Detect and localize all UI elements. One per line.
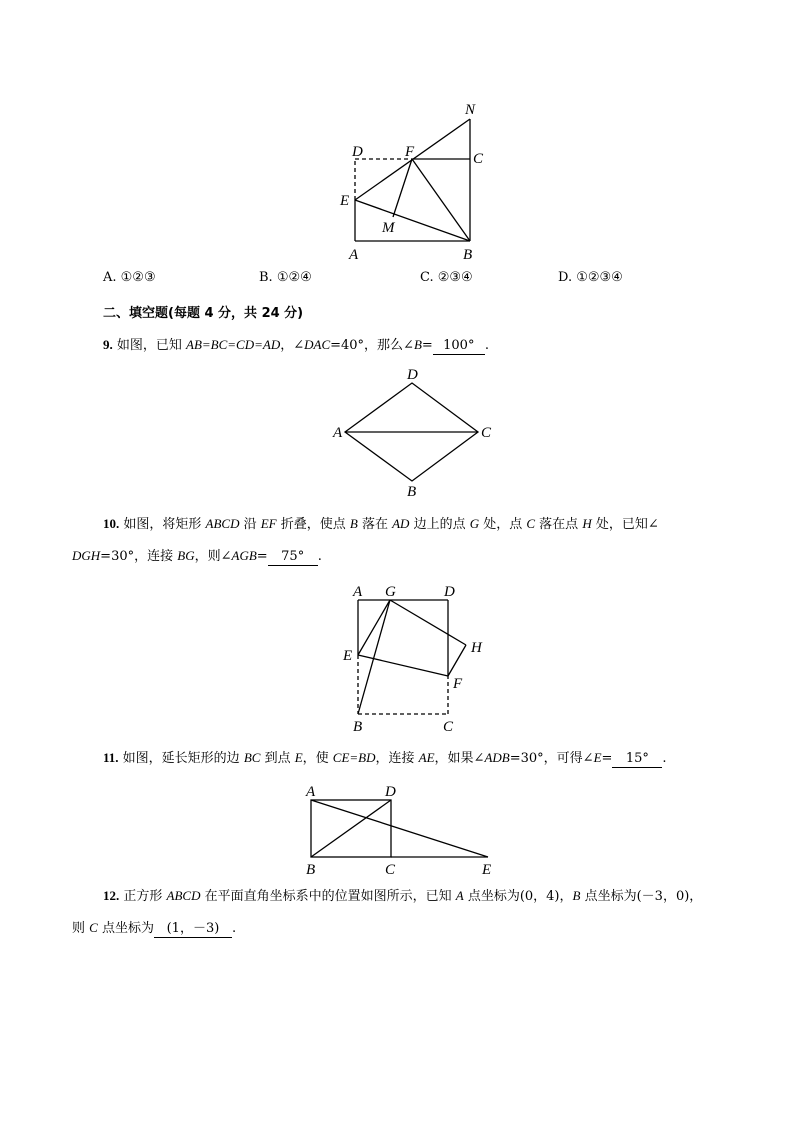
q11-text: ，连接 (375, 751, 419, 766)
label-b: B (306, 862, 316, 878)
q11-text: =30°，可得∠ (509, 751, 594, 766)
question-number: 9. (103, 337, 113, 352)
q9-text: 如图，已知 (112, 338, 187, 353)
segment-fm (393, 159, 412, 217)
label-d: D (352, 144, 363, 160)
label-d: D (444, 584, 455, 600)
q11-math: BC (243, 750, 261, 765)
q9-text: ，∠ (280, 338, 305, 353)
q10-math: EF (260, 516, 277, 531)
q10-math: DGH (72, 548, 101, 563)
q11-end: . (662, 751, 667, 766)
q10-math: C (526, 516, 536, 531)
q10-text: 处，已知∠ (591, 517, 659, 532)
q11-math: CE=BD (332, 750, 376, 765)
q10-text: 折叠，使点 (276, 517, 350, 532)
q9-text: =40°，那么∠ (330, 338, 414, 353)
segment-fb (412, 159, 470, 241)
option-d: D. ①②③④ (558, 270, 623, 285)
q11-math: E (593, 750, 602, 765)
q10-end: . (317, 549, 322, 564)
label-c: C (481, 425, 492, 441)
segment-ae (311, 800, 488, 857)
label-b: B (463, 247, 473, 263)
q12-math: ABCD (166, 888, 201, 903)
label-d: D (385, 784, 396, 800)
label-a: A (353, 584, 363, 600)
q10-math: B (349, 516, 358, 531)
q10-math: ABCD (205, 516, 240, 531)
segment-hf (448, 645, 466, 676)
label-a: A (333, 425, 343, 441)
q10-text: 落在点 (535, 517, 583, 532)
answer-blank: 75° (268, 549, 318, 566)
q10-text: 处，点 (479, 517, 527, 532)
q10-math: BG (177, 548, 195, 563)
label-h: H (471, 640, 482, 656)
q10-math: AGB (231, 548, 257, 563)
q11-text: 如图，延长矩形的边 (118, 751, 244, 766)
q10-text: 沿 (239, 517, 261, 532)
label-d: D (407, 367, 418, 383)
question-12-line-1 (103, 886, 702, 907)
option-c: C. ②③④ (420, 270, 473, 285)
q12-end: . (231, 921, 237, 936)
label-c: C (443, 719, 454, 735)
question-12-line-2 (72, 918, 236, 939)
option-a: A. ①②③ (103, 270, 156, 285)
q11-text: 到点 (260, 751, 295, 766)
segment-gh (390, 600, 466, 645)
q9-end: . (484, 338, 489, 353)
q12-text: 在平面直角坐标系中的位置如图所示，已知 (200, 889, 456, 904)
question-11 (103, 748, 667, 769)
label-f: F (453, 676, 463, 692)
label-a: A (349, 247, 359, 263)
q10-text: =30°，连接 (100, 549, 178, 564)
q10-text: ，则∠ (194, 549, 232, 564)
q12-math: A (455, 888, 464, 903)
q12-text: 正方形 (119, 889, 167, 904)
option-b: B. ①②④ (259, 270, 312, 285)
question-number: 10. (103, 516, 120, 531)
q12-text: 点坐标为(－3，0)， (580, 889, 703, 904)
figure-q9 (330, 362, 500, 502)
q10-text: = (256, 549, 268, 564)
label-n: N (465, 102, 476, 118)
question-number: 12. (103, 888, 120, 903)
answer-blank: 15° (612, 751, 662, 768)
q11-math: AE (418, 750, 435, 765)
q11-math: E (294, 750, 303, 765)
q12-math: B (572, 888, 581, 903)
question-number: 11. (103, 750, 119, 765)
label-m: M (382, 220, 395, 236)
question-9 (103, 335, 489, 356)
q11-math: ADB (484, 750, 510, 765)
label-b: B (353, 719, 363, 735)
q12-text: 则 (72, 921, 90, 936)
segment-eb (355, 200, 470, 241)
label-g: G (385, 584, 396, 600)
q11-text: ，如果∠ (434, 751, 485, 766)
label-b: B (407, 484, 417, 500)
label-e: E (343, 648, 353, 664)
q11-text: = (601, 751, 613, 766)
q9-text: = (421, 338, 433, 353)
segment-gb (358, 600, 390, 714)
q10-math: AD (392, 516, 410, 531)
answer-blank: (1，－3) (154, 921, 232, 938)
segment-eg (358, 600, 390, 655)
label-c: C (385, 862, 396, 878)
question-10-line-2 (72, 546, 322, 567)
label-c: C (473, 151, 484, 167)
question-10-line-1 (103, 514, 659, 535)
label-f: F (405, 144, 415, 160)
figure-q11 (298, 780, 503, 878)
diagonal-bd (311, 800, 391, 857)
figure-q10 (338, 580, 498, 735)
q10-text: 落在 (357, 517, 393, 532)
q10-math: H (582, 516, 592, 531)
q10-math: G (469, 516, 480, 531)
q10-text: 边上的点 (409, 517, 470, 532)
q9-math: AB=BC=CD=AD (186, 337, 281, 352)
q10-text: 如图，将矩形 (119, 517, 206, 532)
answer-blank: 100° (433, 338, 485, 355)
q11-text: ，使 (302, 751, 333, 766)
label-a: A (306, 784, 316, 800)
q12-text: 点坐标为 (97, 921, 154, 936)
q12-text: 点坐标为(0，4)， (463, 889, 573, 904)
figure-q8 (330, 95, 530, 265)
label-e: E (340, 193, 350, 209)
q9-math: DAC (304, 337, 331, 352)
label-e: E (482, 862, 492, 878)
q9-math: B (413, 337, 422, 352)
section-title: 二、填空题(每题 4 分，共 24 分) (103, 306, 304, 321)
q12-math: C (89, 920, 98, 935)
